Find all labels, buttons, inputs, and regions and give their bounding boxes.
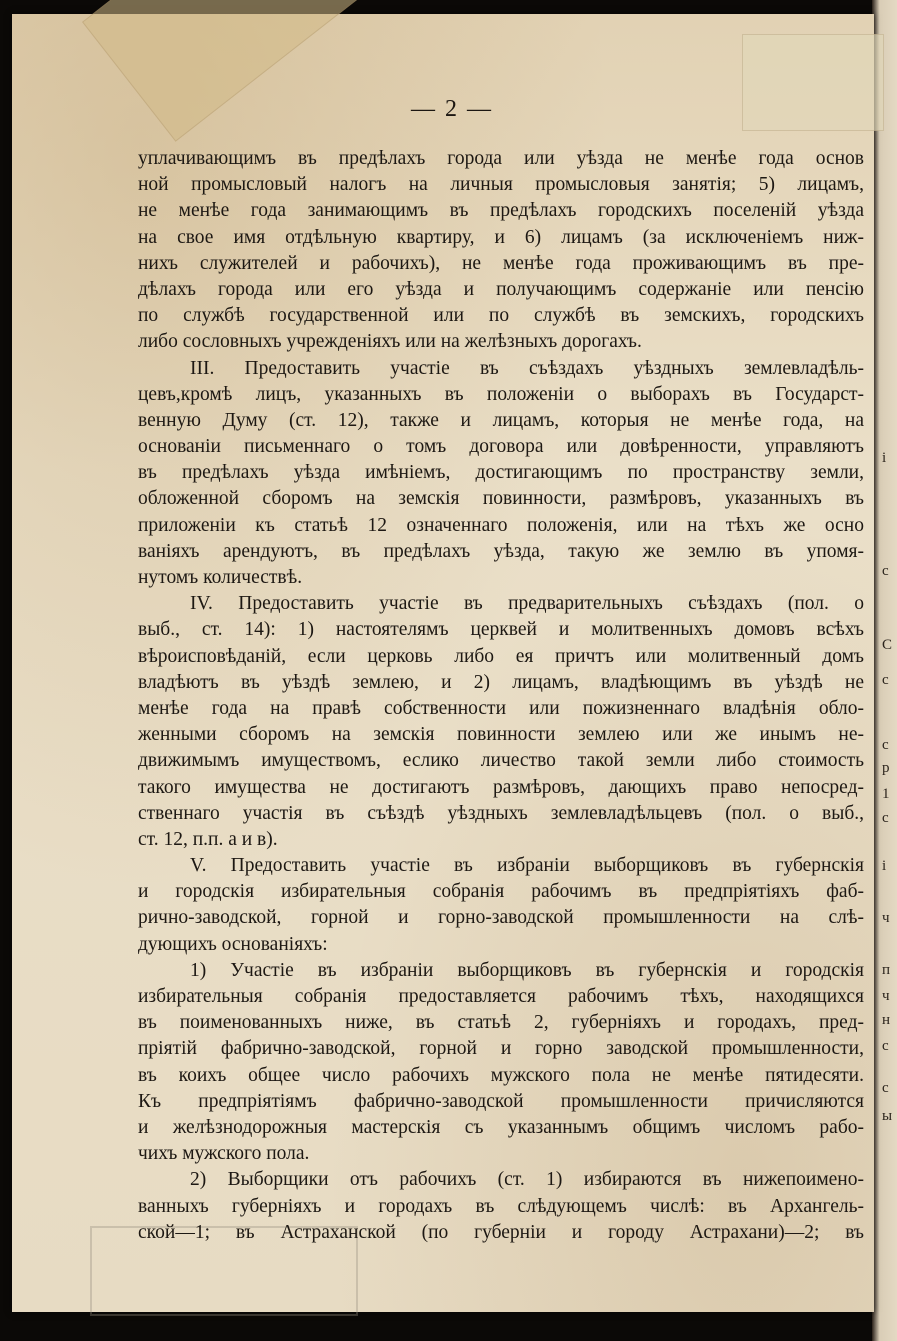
text-line: на свое имя отдѣльную квартиру, и 6) лицамъ (за исключеніемъ ниж- (138, 226, 864, 248)
text-line: пріятій фабрично-заводской, горной и горно заводской промышленности, (138, 1038, 864, 1060)
text-line: такого имущества не достигаютъ размѣровъ, дающихъ право непосред- (138, 776, 864, 798)
text-line: по службѣ государственной или по службѣ въ земскихъ, городскихъ (138, 305, 864, 327)
adjacent-page-letter: ч (882, 988, 890, 1004)
text-line: и городскія избирательныя собранія рабочимъ въ предпріятіяхъ фаб- (138, 881, 864, 903)
adjacent-page-edge (872, 0, 897, 1341)
adjacent-page-letter: с (882, 672, 889, 688)
text-line: нихъ служителей и рабочихъ), не менѣе года проживающимъ въ пре- (138, 252, 864, 274)
adjacent-page-letter: с (882, 1038, 889, 1054)
text-line: въ коихъ общее число рабочихъ мужского пола не менѣе пятидесяти. (138, 1064, 864, 1086)
text-line: движимымъ имуществомъ, еслико личество такой земли либо стоимость (138, 750, 864, 772)
text-line: 2) Выборщики отъ рабочихъ (ст. 1) избираются въ нижепоимено- (190, 1169, 864, 1191)
text-line: III. Предоставить участіе въ съѣздахъ уѣздныхъ землевладѣль- (190, 357, 864, 379)
adjacent-page-letter: ы (882, 1108, 893, 1124)
adjacent-page-letter: р (882, 760, 890, 776)
text-line: либо сословныхъ учрежденіяхъ или на желѣзныхъ дорогахъ. (138, 331, 642, 353)
text-line: венную Думу (ст. 12), также и лицамъ, которыя не менѣе года, на (138, 409, 864, 431)
adjacent-page-letter: і (882, 450, 887, 466)
adjacent-page-letter: с (882, 810, 889, 826)
tape-stain (742, 34, 884, 131)
adjacent-page-letter: С (882, 637, 893, 653)
text-line: рично-заводской, горной и горно-заводской промышленности на слѣ- (138, 907, 864, 929)
adjacent-page-letter: ч (882, 910, 890, 926)
adjacent-page-letter: і (882, 858, 887, 874)
text-line: нутомъ количествѣ. (138, 567, 303, 588)
tape-stain (82, 0, 437, 142)
text-line: дѣлахъ города или его уѣзда и получающимъ содержаніе или пенсію (138, 278, 864, 300)
text-line: Къ предпріятіямъ фабрично-заводской промышленности причисляются (138, 1090, 864, 1112)
text-line: основаніи письменнаго о томъ договора или довѣренности, управляютъ (138, 436, 864, 458)
document-body (138, 146, 864, 1246)
text-line: избирательныя собранія предоставляется рабочимъ тѣхъ, находящихся (138, 986, 864, 1007)
text-line: ской—1; въ Астраханской (по губерніи и городу Астрахани)—2; въ (138, 1221, 864, 1243)
text-line: приложеніи къ статьѣ 12 означеннаго положенія, или на тѣхъ же осно (138, 514, 864, 536)
text-line: ванныхъ губерніяхъ и городахъ въ слѣдующемъ числѣ: въ Архангель- (138, 1195, 864, 1217)
text-line: не менѣе года занимающимъ въ предѣлахъ городскихъ поселеній уѣзда (138, 200, 864, 222)
text-line: обложенной сборомъ на земскія повинности, размѣровъ, указанныхъ въ (138, 488, 864, 510)
adjacent-page-letter: н (882, 1012, 891, 1028)
page-number: — 2 — (411, 96, 493, 122)
adjacent-page-letter: 1 (882, 786, 890, 802)
text-line: владѣютъ въ уѣздѣ землею, и 2) лицамъ, владѣющимъ въ уѣздѣ не (138, 671, 864, 693)
text-line: въ предѣлахъ уѣзда имѣніемъ, достигающимъ по пространству земли, (138, 462, 864, 484)
text-line: IV. Предоставить участіе въ предварительныхъ съѣздахъ (пол. о (190, 593, 864, 615)
text-line: менѣе года на правѣ собственности или пожизненнаго владѣнія обло- (138, 697, 864, 719)
text-line: женными сборомъ на земскія повинности землею или же инымъ не- (138, 724, 864, 746)
text-line: выб., ст. 14): 1) настоятелямъ церквей и молитвенныхъ домовъ всѣхъ (138, 619, 864, 641)
adjacent-page-letter: с (882, 563, 889, 579)
text-line: 1) Участіе въ избраніи выборщиковъ въ губернскія и городскія (190, 959, 864, 981)
text-line: и желѣзнодорожныя мастерскія съ указаннымъ общимъ числомъ рабо- (138, 1116, 864, 1138)
text-line: V. Предоставить участіе въ избраніи выборщиковъ въ губернскія (190, 855, 864, 877)
text-line: уплачивающимъ въ предѣлахъ города или уѣзда не менѣе года основ (138, 148, 864, 169)
adjacent-page-letter: с (882, 737, 889, 753)
text-line: чихъ мужского пола. (138, 1143, 310, 1165)
text-line: ственнаго участія въ съѣздѣ уѣздныхъ землевладѣльцевъ (пол. о выб., (138, 802, 864, 824)
text-line: ваніяхъ арендуютъ, въ предѣлахъ уѣзда, такую же землю въ упомя- (138, 540, 864, 562)
adjacent-page-letter: с (882, 1080, 889, 1096)
text-line: ст. 12, п.п. а и в). (138, 828, 278, 850)
text-line: ной промысловый налогъ на личныя промысловыя занятія; 5) лицамъ, (138, 174, 864, 196)
adjacent-page-letter: п (882, 962, 891, 978)
text-line: дующихъ основаніяхъ: (138, 933, 328, 955)
text-line: цевъ,кромѣ лицъ, указанныхъ въ положеніи о выборахъ въ Государст- (138, 383, 864, 405)
text-line: вѣроисповѣданій, если церковь либо ея причтъ или молитвенный домъ (138, 645, 864, 667)
text-line: въ поименованныхъ ниже, въ статьѣ 2, губерніяхъ и городахъ, пред- (138, 1012, 864, 1034)
